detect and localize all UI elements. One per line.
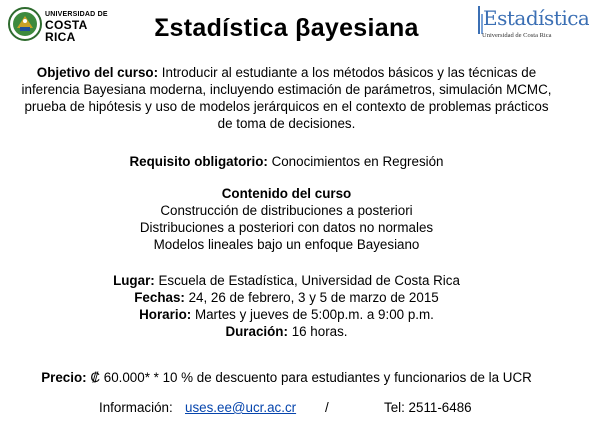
detail-text: Escuela de Estadística, Universidad de Costa Rica xyxy=(158,273,460,288)
detail-label: Fechas: xyxy=(134,290,185,305)
contenido-item: Distribuciones a posteriori con datos no normales xyxy=(139,220,434,235)
requisito-text: Conocimientos en Regresión xyxy=(271,154,444,169)
detail-label: Horario: xyxy=(139,307,192,322)
precio-label: Precio: xyxy=(41,370,87,385)
precio-line xyxy=(0,369,573,386)
requisito-label: Requisito obligatorio: xyxy=(129,154,268,169)
info-separator: / xyxy=(325,400,329,415)
objective-text: Introducir al estudiante a los métodos básicos y las técnicas de inferencia Bayesiana moderna, incluyendo estimación de parámetros, simulación MCMC, prueba de hipótesis y uso de modelos jerárquicos en el contexto de problemas prácticos de toma de decisiones. xyxy=(21,65,552,131)
ucr-logo-line2: COSTA RICA xyxy=(45,18,88,44)
contenido-heading: Contenido del curso xyxy=(221,186,352,201)
info-label: Información: xyxy=(99,400,173,415)
contenido-item: Construcción de distribuciones a posteriori xyxy=(160,203,413,218)
details-section xyxy=(0,272,573,340)
phone-number: Tel: 2511-6486 xyxy=(384,400,472,415)
detail-text: Martes y jueves de 5:00p.m. a 9:00 p.m. xyxy=(194,307,434,322)
detail-label: Lugar: xyxy=(113,273,155,288)
contenido-section xyxy=(0,185,573,253)
detail-horario xyxy=(0,306,573,323)
page-title: Σstadística βayesiana xyxy=(154,14,419,42)
email-link[interactable]: uses.ee@ucr.ac.cr xyxy=(185,400,297,415)
objective-paragraph xyxy=(20,64,553,132)
detail-text: 16 horas. xyxy=(291,324,348,339)
ucr-logo-line1: UNIVERSIDAD DE xyxy=(45,11,108,18)
detail-label: Duración: xyxy=(225,324,288,339)
contenido-item: Modelos lineales bajo un enfoque Bayesiano xyxy=(153,237,420,252)
requisito-line xyxy=(0,153,573,170)
detail-duracion xyxy=(0,323,573,340)
detail-fechas xyxy=(0,289,573,306)
objective-label: Objetivo del curso: xyxy=(36,65,159,80)
precio-text: ₡ 60.000* * 10 % de descuento para estudiantes y funcionarios de la UCR xyxy=(90,370,532,385)
contact-line xyxy=(0,400,573,418)
detail-lugar xyxy=(0,272,573,289)
estadistica-logo-word: Estadística xyxy=(483,6,589,30)
detail-text: 24, 26 de febrero, 3 y 5 de marzo de 2015 xyxy=(188,290,439,305)
estadistica-logo-subtitle: Universidad de Costa Rica xyxy=(482,32,552,39)
